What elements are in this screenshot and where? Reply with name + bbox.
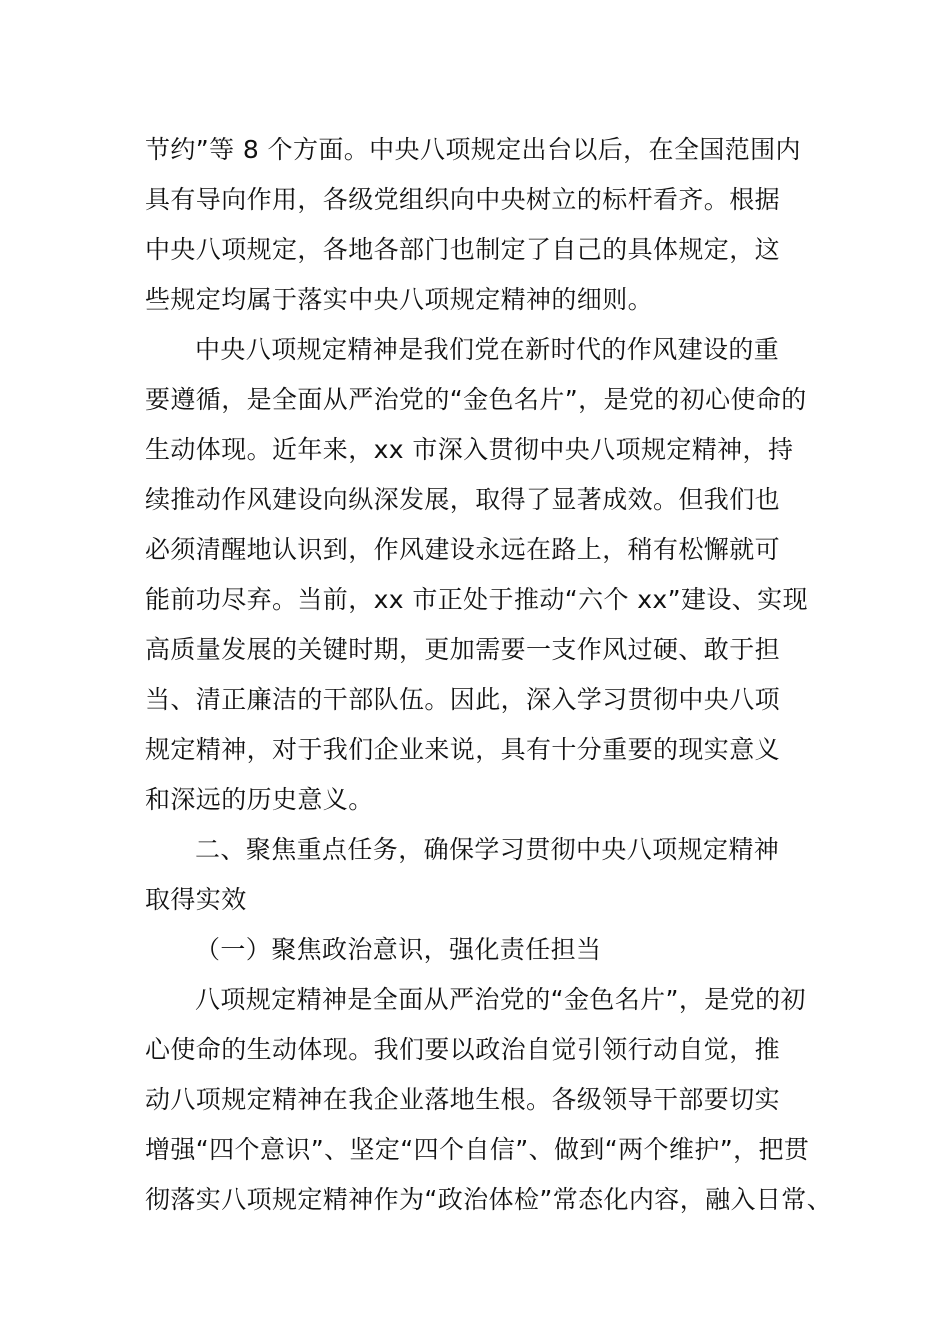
paragraph-first-line: 中央八项规定精神是我们党在新时代的作风建设的重: [195, 335, 780, 364]
section-heading: 二、聚焦重点任务，确保学习贯彻中央八项规定精神: [195, 835, 780, 864]
text-line: 规定精神，对于我们企业来说，具有十分重要的现实意义: [145, 735, 781, 764]
text-line: 心使命的生动体现。我们要以政治自觉引领行动自觉，推: [145, 1035, 781, 1064]
text-line: 中央八项规定，各地各部门也制定了自己的具体规定，这: [145, 235, 781, 264]
text-line: 动八项规定精神在我企业落地生根。各级领导干部要切实: [145, 1085, 781, 1114]
text-line: 能前功尽弃。当前，xx 市正处于推动“六个 xx”建设、实现: [145, 585, 808, 614]
text-line: 彻落实八项规定精神作为“政治体检”常态化内容，融入日常、: [145, 1185, 833, 1214]
text-line: 节约”等 8 个方面。中央八项规定出台以后，在全国范围内: [145, 135, 801, 164]
text-line: 当、清正廉洁的干部队伍。因此，深入学习贯彻中央八项: [145, 685, 781, 714]
text-line: 增强“四个意识”、坚定“四个自信”、做到“两个维护”，把贯: [145, 1135, 810, 1164]
text-line: 续推动作风建设向纵深发展，取得了显著成效。但我们也: [145, 485, 781, 514]
text-line: 必须清醒地认识到，作风建设永远在路上，稍有松懈就可: [145, 535, 781, 564]
text-line: 具有导向作用，各级党组织向中央树立的标杆看齐。根据: [145, 185, 781, 214]
text-line: 和深远的历史意义。: [145, 785, 374, 814]
paragraph-first-line: 八项规定精神是全面从严治党的“金色名片”，是党的初: [195, 985, 806, 1014]
subsection-heading: （一）聚焦政治意识，强化责任担当: [195, 935, 602, 964]
text-line: 高质量发展的关键时期，更加需要一支作风过硬、敢于担: [145, 635, 781, 664]
text-line: 要遵循，是全面从严治党的“金色名片”，是党的初心使命的: [145, 385, 807, 414]
text-line: 些规定均属于落实中央八项规定精神的细则。: [145, 285, 654, 314]
text-line: 生动体现。近年来，xx 市深入贯彻中央八项规定精神，持: [145, 435, 794, 464]
section-heading-continued: 取得实效: [145, 885, 247, 914]
